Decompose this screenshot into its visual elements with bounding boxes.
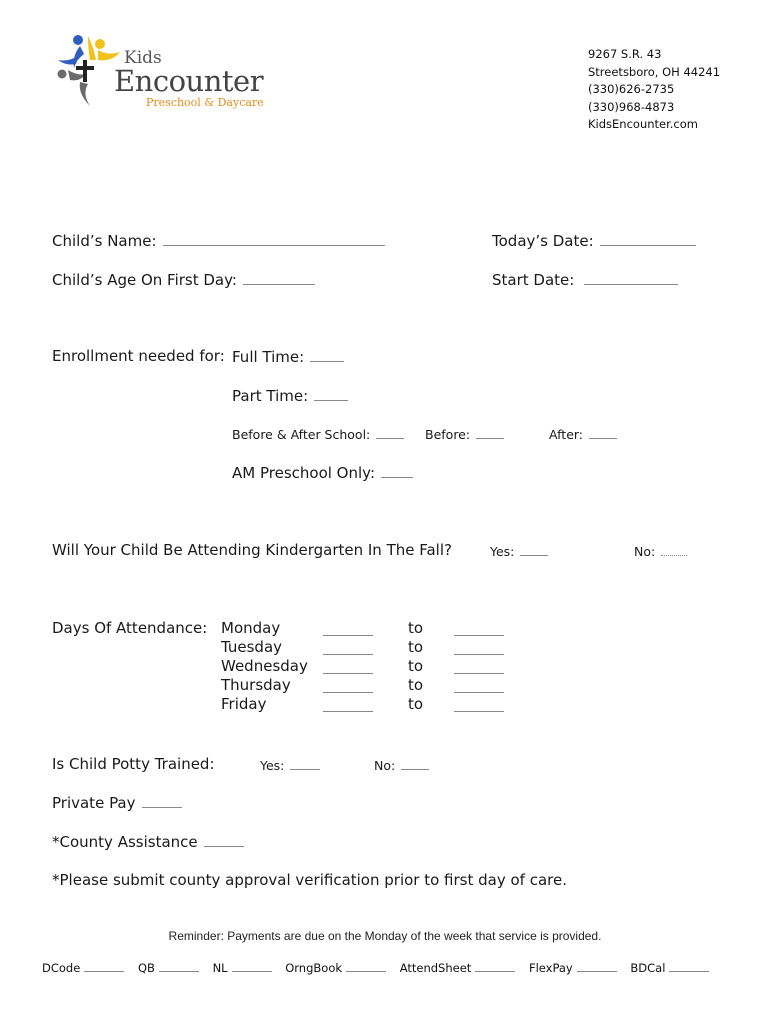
before-after-blank[interactable] — [376, 427, 404, 439]
office-codes-row — [42, 960, 709, 975]
wednesday-to: to — [408, 657, 424, 675]
county-assistance-row — [52, 832, 244, 851]
address-line2: Streetsboro, OH 44241 — [588, 64, 721, 79]
part-time-row — [232, 386, 348, 405]
nl-blank[interactable] — [232, 960, 272, 972]
qb-blank[interactable] — [159, 960, 199, 972]
am-preschool-label: AM Preschool Only: — [232, 464, 375, 482]
after-blank[interactable] — [589, 427, 617, 439]
kindergarten-yes-label: Yes: — [490, 544, 515, 559]
child-age-label: Child’s Age On First Day: — [52, 271, 237, 289]
phone-2: (330)968-4873 — [588, 99, 675, 114]
tuesday-end-blank[interactable] — [454, 642, 504, 655]
office-code-qb: QB — [138, 961, 199, 975]
friday-end-blank[interactable] — [454, 699, 504, 712]
county-assistance-blank[interactable] — [204, 832, 244, 847]
potty-no-label: No: — [374, 758, 396, 773]
potty-no-blank[interactable] — [401, 758, 429, 770]
attendance-label: Days Of Attendance: — [52, 619, 208, 637]
before-label: Before: — [425, 427, 471, 442]
office-code-bdcal: BDCal — [630, 961, 709, 975]
wednesday-start-blank[interactable] — [323, 661, 373, 674]
before-after-label: Before & After School: — [232, 427, 371, 442]
county-assistance-label: *County Assistance — [52, 833, 198, 851]
full-time-blank[interactable] — [310, 347, 344, 362]
logo — [50, 30, 270, 112]
potty-question: Is Child Potty Trained: — [52, 755, 215, 773]
address-block — [588, 46, 720, 134]
private-pay-row — [52, 793, 182, 812]
logo-kids-text: Kids — [124, 48, 162, 68]
thursday-start-blank[interactable] — [323, 680, 373, 693]
monday-to: to — [408, 619, 424, 637]
child-age-blank[interactable] — [243, 270, 315, 285]
flexpay-blank[interactable] — [577, 960, 617, 972]
website: KidsEncounter.com — [588, 117, 698, 131]
am-preschool-row — [232, 463, 413, 482]
start-date-blank[interactable] — [584, 270, 678, 285]
attendance-day-friday: Friday — [221, 695, 267, 713]
tuesday-to: to — [408, 638, 424, 656]
dcode-blank[interactable] — [84, 960, 124, 972]
full-time-label: Full Time: — [232, 348, 305, 366]
office-code-nl: NL — [213, 961, 272, 975]
private-pay-blank[interactable] — [142, 793, 182, 808]
logo-subtitle: Preschool & Daycare — [146, 96, 264, 109]
friday-start-blank[interactable] — [323, 699, 373, 712]
child-name-label: Child’s Name: — [52, 232, 157, 250]
kindergarten-no-row — [634, 544, 687, 559]
after-label: After: — [549, 427, 584, 442]
attendsheet-blank[interactable] — [475, 960, 515, 972]
enrollment-label: Enrollment needed for: — [52, 347, 225, 365]
child-name-blank[interactable] — [163, 231, 385, 246]
tuesday-start-blank[interactable] — [323, 642, 373, 655]
potty-yes-row — [260, 758, 320, 773]
office-code-orngbook: OrngBook — [285, 961, 386, 975]
wednesday-end-blank[interactable] — [454, 661, 504, 674]
friday-to: to — [408, 695, 424, 713]
start-date-label: Start Date: — [492, 271, 575, 289]
child-name-row — [52, 231, 385, 250]
potty-yes-label: Yes: — [260, 758, 285, 773]
attendance-day-thursday: Thursday — [221, 676, 291, 694]
kindergarten-no-blank[interactable] — [661, 544, 687, 556]
office-code-dcode: DCode — [42, 961, 124, 975]
todays-date-label: Today’s Date: — [492, 232, 594, 250]
county-approval-note: *Please submit county approval verification prior to first day of care. — [52, 871, 567, 889]
thursday-end-blank[interactable] — [454, 680, 504, 693]
before-blank[interactable] — [476, 427, 504, 439]
kindergarten-yes-row — [490, 544, 548, 559]
private-pay-label: Private Pay — [52, 794, 136, 812]
logo-encounter-text: Encounter — [114, 64, 264, 98]
before-row — [425, 427, 504, 442]
bdcal-blank[interactable] — [669, 960, 709, 972]
attendance-day-monday: Monday — [221, 619, 281, 637]
attendance-day-wednesday: Wednesday — [221, 657, 308, 675]
orngbook-blank[interactable] — [346, 960, 386, 972]
before-after-row — [232, 427, 404, 442]
kindergarten-yes-blank[interactable] — [520, 544, 548, 556]
phone-1: (330)626-2735 — [588, 82, 675, 96]
part-time-blank[interactable] — [314, 386, 348, 401]
start-date-row — [492, 270, 678, 289]
child-age-row — [52, 270, 315, 289]
full-time-row — [232, 347, 344, 366]
payment-reminder: Reminder: Payments are due on the Monday of the week that service is provided. — [168, 929, 602, 943]
kindergarten-question: Will Your Child Be Attending Kindergarten In The Fall? — [52, 541, 452, 559]
part-time-label: Part Time: — [232, 387, 309, 405]
todays-date-blank[interactable] — [600, 231, 696, 246]
office-code-attendsheet: AttendSheet — [400, 961, 516, 975]
after-row — [549, 427, 617, 442]
thursday-to: to — [408, 676, 424, 694]
am-preschool-blank[interactable] — [381, 463, 413, 478]
todays-date-row — [492, 231, 696, 250]
kids-figures-icon — [50, 30, 122, 112]
potty-yes-blank[interactable] — [290, 758, 320, 770]
potty-no-row — [374, 758, 429, 773]
kindergarten-no-label: No: — [634, 544, 656, 559]
monday-start-blank[interactable] — [323, 623, 373, 636]
monday-end-blank[interactable] — [454, 623, 504, 636]
address-line1: 9267 S.R. 43 — [588, 47, 662, 61]
attendance-day-tuesday: Tuesday — [221, 638, 283, 656]
office-code-flexpay: FlexPay — [529, 961, 617, 975]
